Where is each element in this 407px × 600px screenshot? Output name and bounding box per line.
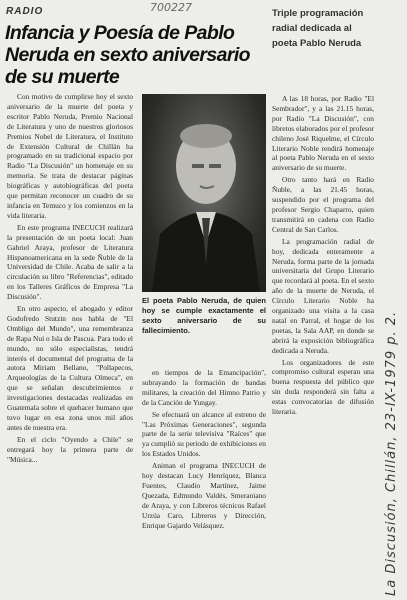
- paragraph: Se efectuará un alcance al estreno de "Las Próximas Generaciones", segunda parte de la serie televisiva "Raíces" que ya cumplió su periodo de exhibiciones en los Estados Unidos.: [142, 409, 266, 459]
- paragraph: En el ciclo "Oyendo a Chile" se entregará hoy la primera parte de "Música...: [7, 434, 133, 464]
- paragraph: Con motivo de cumplirse hoy el sexto aniversario de la muerte del poeta y escritor Pablo Neruda, Premio Nacional de Literatura y uno de nuestros gloriosos Premios Nobel de Literatura, el Instituto de Extensión Cultural de Chillán ha programado en su tradicional espacio por Radio "La Discusión" un homenaje en su memoria. Se trata de destacar páginas biográficas y autobiográficas del poeta que permitan reconocer un cuadro de su infancia en Temuco y los comienzos en la vida literaria.: [7, 92, 133, 220]
- paragraph: En otro aspecto, el abogado y editor Godofredo Stutzin nos habla de "El Ombligo del Mundo", una remembranza de Rapa Nui o Isla de Pascua. Para todo el mundo, no sólo especialistas, tendrá interés el documental del programa de la autora Miriam Bellano, "Pollapecos, Arqueologías de la Cultura Olmeca", en que se señalan descubrimientos e investigaciones destacadas realizadas en Guatemala sobre el quehacer humano que tuvo lugar en esa zona unos mil años antes de nuestra era.: [7, 304, 133, 432]
- side-article-title: Triple programación radial dedicada al poeta Pablo Neruda: [272, 8, 364, 49]
- article-column-middle: [142, 368, 266, 598]
- section-label: RADIO: [6, 6, 44, 17]
- paragraph: Otro tanto hará en Radio Ñuble, a las 21.45 horas, suspendido por el programa del profesor Sergio Chaparro, quien transmitirá en cadena con Radio Central de San Carlos.: [272, 175, 374, 234]
- portrait-photo: [142, 94, 266, 292]
- photo-caption: El poeta Pablo Neruda, de quien hoy se cumple exactamente el sexto aniversario de su fallecimiento.: [142, 296, 266, 335]
- paragraph: En este programa INECUCH realizará la presentación de un poeta local: Juan Gabriel Araya, profesor de Literatura Hispanoamericana en la sede Ñuble de la Universidad de Chile. Acaba de salir a la circulación su libro "Referencias", editado en los Talleres Gráficos de Empresa "La Discusión".: [7, 222, 133, 302]
- handwritten-archive-number: 700227: [150, 1, 192, 14]
- paragraph: La programación radial de hoy, dedicada enteramente a Neruda, forma parte de la jornada universitaria del Grupo Literario que recordará al poeta. En el sexto año de la muerte de Neruda, el Círculo Literario Noble ha organizado una visita a la casa natal en Parral, el hogar de los poetas, la Sala AAP, en donde se abrirá la exposición bibliográfica dedicada a Neruda.: [272, 236, 374, 355]
- paragraph: Los organizadores de este compromiso cultural esperan una buena respuesta del público que sin duda responderá sin falta a estas convocatorias de difusión literaria.: [272, 357, 374, 417]
- article-column-left: [7, 92, 133, 597]
- paragraph: A las 18 horas, por Radio "El Sembrador", y a las 21.15 horas, por Radio "La Discusión", con libretos elaborados por el profesor chileno José Riquelme, el Círculo Literario Noble rendirá homenaje al poeta Pablo Neruda en el sexto aniversario de su muerte.: [272, 94, 374, 173]
- article-headline: Infancia y Poesía de Pablo Neruda en sexto aniversario de su muerte: [5, 22, 250, 88]
- portrait-figure: [142, 94, 266, 292]
- handwritten-source-note: La Discusión, Chillán, 23-IX-1979 p. 2.: [384, 310, 399, 596]
- paragraph: en tiempos de la Emancipación", subrayando la formación de bandas militares, la creación del Himno Patrio y de la Canción de Yungay.: [142, 368, 266, 407]
- paragraph: Animan el programa INECUCH de hoy destacan Lucy Henríquez, Blanca Fuentes, Claudio Martínez, Jaime Quezada, Edmundo Valdés, Smeraniano de Araya, y con Libreros técnicos Rafael Urzúa Caro, Libreros y Dirección, Enrique Gajardo Velásquez.: [142, 461, 266, 530]
- side-article-body: [272, 94, 374, 594]
